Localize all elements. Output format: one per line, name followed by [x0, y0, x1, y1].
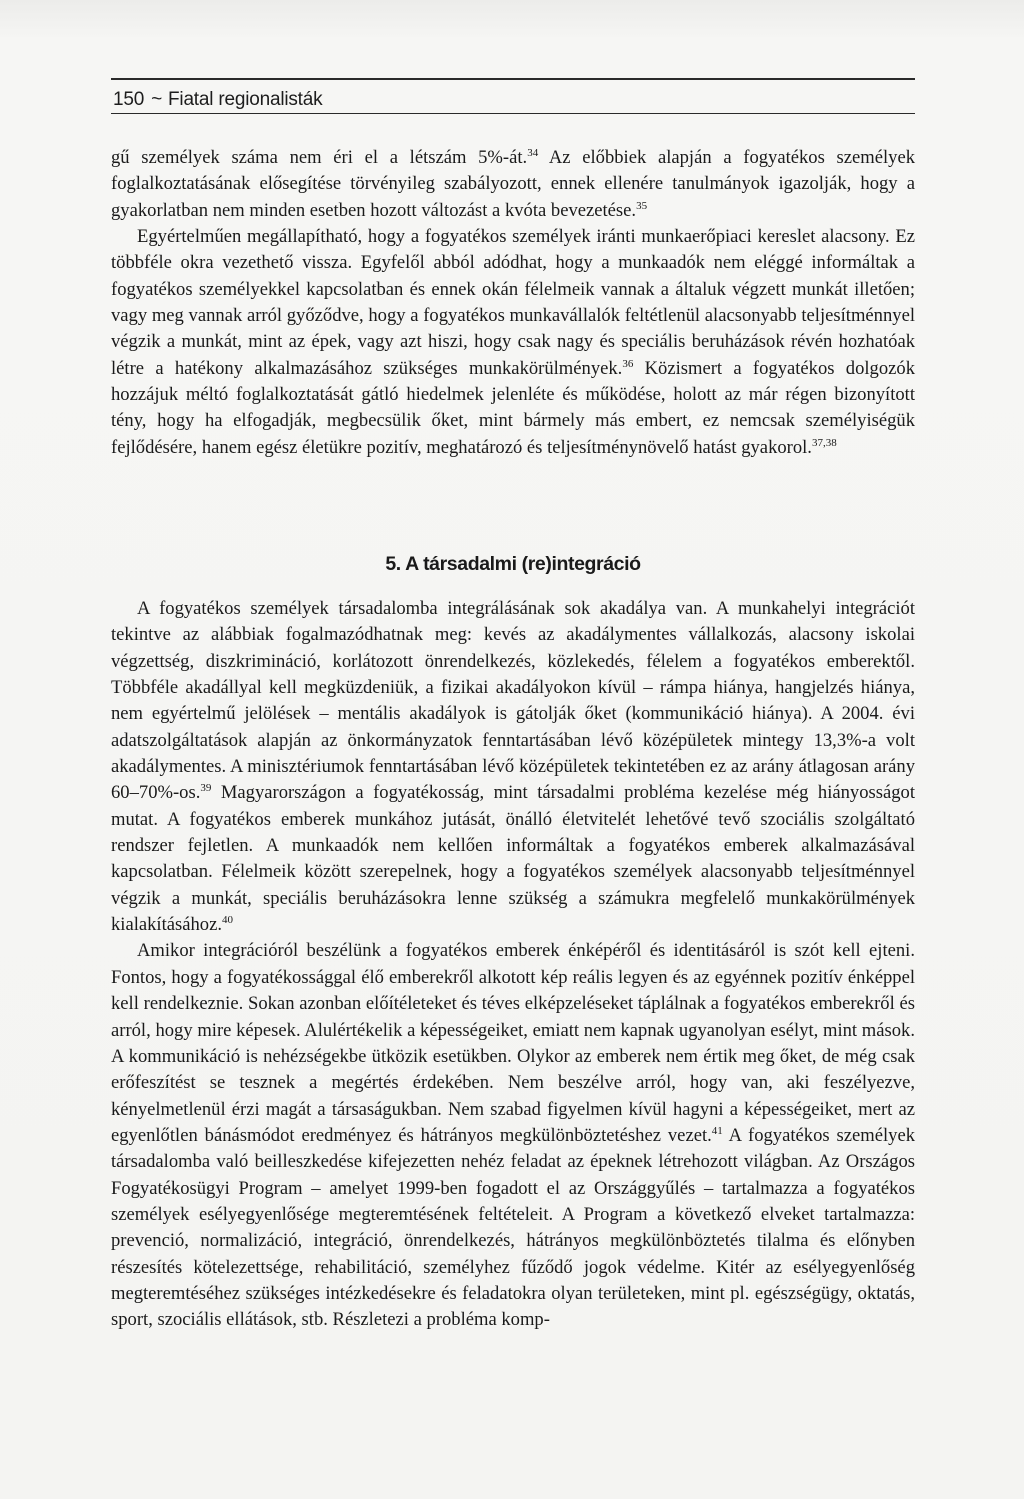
running-head-text	[113, 89, 322, 111]
paragraph-text: Közismert a fogyatékos dolgozók hozzájuk méltó foglalkoztatását gátló hiedelmek jelenléte és működése, holott az már régen bizonyított tény, hogy ha elfogadják, megbecsülik őket, mint bármely más embert, ez nemcsak személyiségük fejlődésére, hanem egész életükre pozitív, meghatározó és teljesítménynövelő hatást gyakorol.	[111, 357, 915, 458]
paragraph-text: Magyarországon a fogyatékosság, mint társadalmi probléma kezelése még hiányosságot mutat. A fogyatékos emberek munkához jutását, önálló életvitelét lehetővé tevő szociális szolgáltató rendszer fejletlen. A munkaadók nem kellően informáltak a fogyatékos emberek alkalmazásával kapcsolatban. Félelmeik között szerepelnek, hogy a fogyatékos személyek alacsonyabb teljesítménnyel végzik a munkát, speciális beruházásokra lenne szükség a számukra megfelelő munkakörülmények kialakításához.	[111, 782, 915, 936]
paragraph-text: Egyértelműen megállapítható, hogy a fogyatékos személyek iránti munkaerőpiaci kereslet alacsony. Ez többféle okra vezethető vissza. Egyfelől abból adódhat, hogy a munkaadók nem eléggé informáltak a fogyatékos személyekkel kapcsolatban és ennek okán félelmeik vannak a általuk végzett munkát illetően; vagy meg vannak arról győződve, hogy a fogyatékos munkavállalók feltétlenül alacsonyabb teljesítménnyel végzik a munkát, mint az épek, vagy azt hiszi, hogy csak nagy és speciális beruházások révén hozhatóak létre a hatékony alkalmazásához szükséges munkakörülmények.	[111, 226, 915, 379]
footnote-ref-35: 35	[636, 199, 648, 212]
header-separator: ~	[151, 89, 163, 110]
body-text-lower	[111, 596, 915, 1334]
header-top-rule	[111, 78, 915, 80]
paragraph-text: Amikor integrációról beszélünk a fogyatékos emberek énképéről és identitásáról is szót kell ejteni. Fontos, hogy a fogyatékossággal élő emberekről alkotott kép reális legyen és az egyénnek pozitív énképpel kell rendelkeznie. Sokan azonban előítéleteket és téves elképzeléseket táplálnak a fogyatékos emberekről és arról, hogy mire képesek. Alulértékelik a képességeiket, emiatt nem kapnak ugyanolyan esélyt, mint mások. A kommunikáció is nehézségekbe ütközik esetükben. Olykor az emberek nem értik meg őket, de még csak erőfeszítést se tesznek a megértés érdekében. Nem beszélve arról, hogy van, aki feszélyezve, kényelmetlenül érzi magát a társaságukban. Nem szabad figyelmen kívül hagyni a képességeiket, mert az egyenlőtlen bánásmódot eredményez és hátrányos megkülönböztetéshez vezet.	[111, 940, 915, 1146]
paragraph-text: Az előbbiek alapján a fogyatékos személyek foglalkoztatásának elősegítése törvényileg szabályozott, ennek ellenére tanulmányok igazolják, hogy a gyakorlatban nem minden esetben hozott változást a kvóta bevezetése.	[111, 147, 916, 221]
footnote-ref-39: 39	[200, 782, 212, 795]
paragraph-text: gű személyek száma nem éri el a létszám 5%-át.	[111, 147, 528, 168]
paragraph	[111, 938, 915, 1333]
page-number: 150	[113, 89, 145, 110]
header-bottom-rule	[111, 113, 915, 114]
running-header	[111, 78, 915, 118]
footnote-ref-40: 40	[222, 914, 233, 927]
footnote-ref-34: 34	[527, 147, 539, 159]
footnote-ref-37-38: 37,38	[811, 436, 837, 449]
paragraph	[111, 596, 915, 938]
paragraph-text: A fogyatékos személyek társadalomba integrálásának sok akadálya van. A munkahelyi integrációt tekintve az alábbiak fogalmazódhatnak meg: kevés az akadálymentes vállalkozás, alacsony iskolai végzettség, diszkrimináció, korlátozott önrendelkezés, közlekedés, félelem a fogyatékos emberektől. Többféle akadállyal kell megküzdeniük, a fizikai akadályokon kívül – rámpa hiánya, hangjelzés hiánya, nem egyértelmű jelölések – mentális akadályok is gátolják őket (kommunikáció hiánya). A 2004. évi adatszolgáltatások alapján az önkormányzatok fenntartásában lévő középületek mintegy 13,3%-a volt akadálymentes. A minisztériumok fenntartásában lévő középületek tekintetében ez az arány átlagosan arány 60–70%-os.	[111, 598, 915, 804]
paragraph	[111, 224, 915, 461]
continuation-paragraph	[111, 145, 915, 224]
section-heading: 5. A társadalmi (re)integráció	[385, 553, 641, 575]
body-text-upper	[111, 145, 915, 461]
paragraph-text: A fogyatékos személyek társadalomba való beilleszkedése kifejezetten nehéz feladat az épeknek létrehozott világban. Az Országos Fogyatékosügyi Program – amelyet 1999-ben fogadott el az Országgyűlés – tartalmazza a fogyatékos személyek esélyegyenlősége megteremtésének feltételeit. A Program a következő elveket tartalmazza: prevenció, normalizáció, integráció, önrendelkezés, hátrányos megkülönböztetés tilalma és előnyben részesítés kötelezettsége, rehabilitáció, személyhez fűződő jogok védelme. Kitér az esélyegyenlőség megteremtéséhez szükséges intézkedésekre és feladatokra olyan területeken, mint pl. egészségügy, oktatás, sport, szociális ellátások, stb. Részletezi a probléma komp-	[111, 1124, 916, 1331]
footnote-ref-36: 36	[622, 357, 634, 370]
book-title: Fiatal regionalisták	[168, 89, 323, 110]
footnote-ref-41: 41	[711, 1124, 723, 1137]
